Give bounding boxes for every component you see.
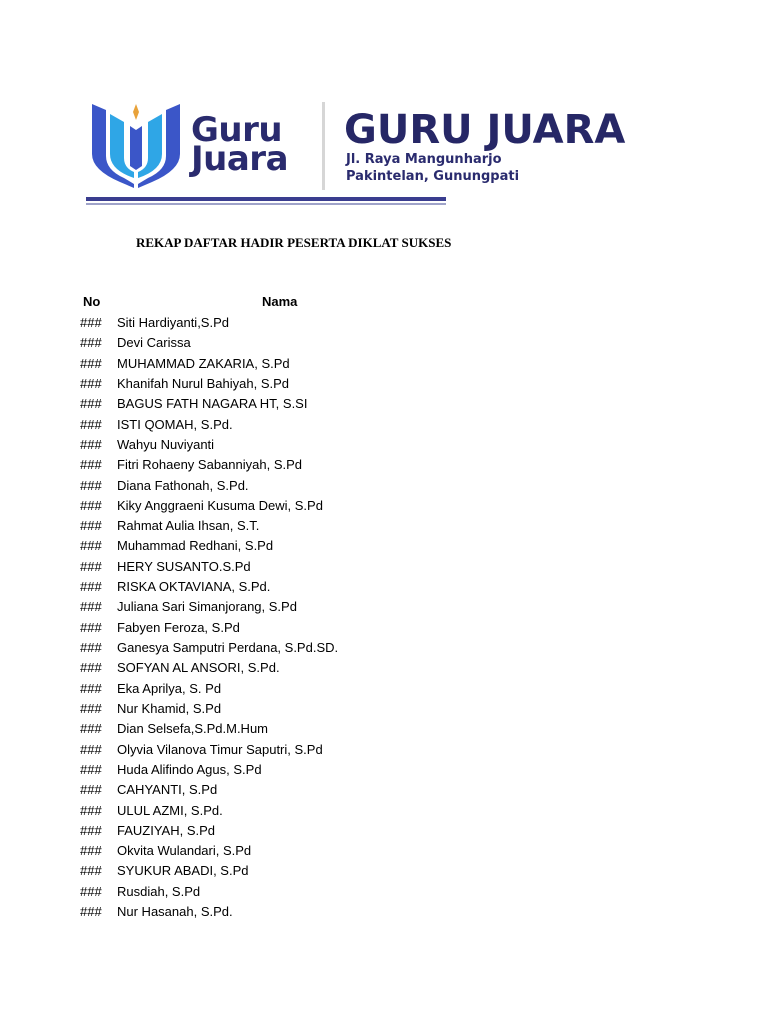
- row-number: ###: [80, 335, 102, 351]
- row-number: ###: [80, 619, 102, 635]
- row-number: ###: [80, 558, 102, 574]
- table-row: [0, 395, 446, 415]
- letterhead-rule-thin: [86, 203, 446, 205]
- participant-name: Ganesya Samputri Perdana, S.Pd.SD.: [117, 640, 339, 655]
- row-number: ###: [80, 599, 102, 615]
- row-number: ###: [80, 436, 102, 452]
- table-row: [0, 537, 446, 557]
- logo-text-juara: Juara: [191, 139, 289, 179]
- table-row: [0, 822, 446, 842]
- row-number: ###: [80, 477, 102, 493]
- participant-name: Khanifah Nurul Bahiyah, S.Pd: [117, 375, 289, 391]
- logo-text-guru: Guru: [191, 110, 283, 150]
- table-row: [0, 802, 446, 822]
- participant-name: Siti Hardiyanti,S.Pd: [117, 315, 229, 330]
- table-row: [0, 659, 446, 679]
- document-title: REKAP DAFTAR HADIR PESERTA DIKLAT SUKSES: [136, 235, 452, 250]
- column-header-nama: Nama: [262, 294, 298, 309]
- table-row: [0, 903, 446, 923]
- column-header-no: No: [83, 294, 101, 309]
- row-number: ###: [80, 315, 102, 330]
- participant-name: Nur Hasanah, S.Pd.: [117, 904, 233, 920]
- row-number: ###: [80, 579, 102, 595]
- table-row: [0, 436, 446, 456]
- guru-juara-logo-icon: [90, 100, 182, 188]
- row-number: ###: [80, 721, 102, 737]
- row-number: ###: [80, 782, 102, 798]
- participant-name: Huda Alifindo Agus, S.Pd: [117, 761, 262, 777]
- row-number: ###: [80, 538, 102, 554]
- table-row: [0, 639, 446, 659]
- participant-name: Juliana Sari Simanjorang, S.Pd: [117, 599, 297, 615]
- table-row: [0, 761, 446, 781]
- row-number: ###: [80, 883, 102, 899]
- participant-name: ISTI QOMAH, S.Pd.: [117, 416, 233, 432]
- address-line-1: Jl. Raya Mangunharjo: [346, 152, 502, 167]
- participant-name: Eka Aprilya, S. Pd: [117, 680, 222, 696]
- participant-name: Dian Selsefa,S.Pd.M.Hum: [117, 721, 269, 737]
- table-row: [0, 558, 446, 578]
- participant-name: Devi Carissa: [117, 335, 191, 351]
- table-row: [0, 741, 446, 761]
- table-row: [0, 720, 446, 740]
- participant-name: Rusdiah, S.Pd: [117, 883, 201, 899]
- table-row: [0, 781, 446, 801]
- participant-name: Olyvia Vilanova Timur Saputri, S.Pd: [117, 741, 323, 757]
- row-number: ###: [80, 904, 102, 920]
- table-row: [0, 862, 446, 882]
- table-row: [0, 477, 446, 497]
- participant-name: HERY SUSANTO.S.Pd: [117, 558, 251, 574]
- row-number: ###: [80, 822, 102, 838]
- participant-name: Kiky Anggraeni Kusuma Dewi, S.Pd: [117, 497, 323, 513]
- letterhead-divider: [322, 102, 325, 190]
- table-row: [0, 456, 446, 476]
- participant-name: RISKA OKTAVIANA, S.Pd.: [117, 579, 271, 595]
- row-number: ###: [80, 741, 102, 757]
- table-row: [0, 517, 446, 537]
- participant-name: Fitri Rohaeny Sabanniyah, S.Pd: [117, 457, 302, 473]
- participant-name: CAHYANTI, S.Pd: [117, 782, 218, 798]
- table-row: [0, 680, 446, 700]
- row-number: ###: [80, 843, 102, 859]
- participant-name: SYUKUR ABADI, S.Pd: [117, 863, 249, 879]
- table-row: [0, 598, 446, 618]
- table-row: [0, 355, 446, 375]
- table-row: [0, 842, 446, 862]
- table-row: [0, 497, 446, 517]
- row-number: ###: [80, 355, 102, 371]
- row-number: ###: [80, 640, 102, 655]
- table-row: [0, 375, 446, 395]
- row-number: ###: [80, 660, 102, 676]
- row-number: ###: [80, 396, 102, 412]
- participant-name: Okvita Wulandari, S.Pd: [117, 843, 252, 859]
- participant-name: ULUL AZMI, S.Pd.: [117, 802, 223, 818]
- participant-name: Nur Khamid, S.Pd: [117, 700, 222, 716]
- row-number: ###: [80, 863, 102, 879]
- row-number: ###: [80, 761, 102, 777]
- participant-name: BAGUS FATH NAGARA HT, S.SI: [117, 396, 308, 412]
- participant-name: MUHAMMAD ZAKARIA, S.Pd: [117, 355, 290, 371]
- row-number: ###: [80, 375, 102, 391]
- table-row: [0, 334, 446, 354]
- row-number: ###: [80, 700, 102, 716]
- table-row: [0, 314, 446, 334]
- participant-name: Muhammad Redhani, S.Pd: [117, 538, 274, 554]
- participant-name: Fabyen Feroza, S.Pd: [117, 619, 240, 635]
- organization-name: GURU JUARA: [344, 107, 626, 153]
- participant-name: SOFYAN AL ANSORI, S.Pd.: [117, 660, 280, 676]
- participant-name: Diana Fathonah, S.Pd.: [117, 477, 249, 493]
- table-row: [0, 883, 446, 903]
- participant-name: Wahyu Nuviyanti: [117, 436, 215, 452]
- row-number: ###: [80, 680, 102, 696]
- table-row: [0, 416, 446, 436]
- letterhead-rule-thick: [86, 197, 446, 201]
- table-row: [0, 619, 446, 639]
- row-number: ###: [80, 518, 102, 534]
- row-number: ###: [80, 802, 102, 818]
- address-line-2: Pakintelan, Gunungpati: [346, 169, 520, 184]
- table-row: [0, 700, 446, 720]
- participant-name: FAUZIYAH, S.Pd: [117, 822, 216, 838]
- table-row: [0, 578, 446, 598]
- row-number: ###: [80, 457, 102, 473]
- row-number: ###: [80, 416, 102, 432]
- participant-name: Rahmat Aulia Ihsan, S.T.: [117, 518, 260, 534]
- attendance-table: [0, 314, 446, 923]
- row-number: ###: [80, 497, 102, 513]
